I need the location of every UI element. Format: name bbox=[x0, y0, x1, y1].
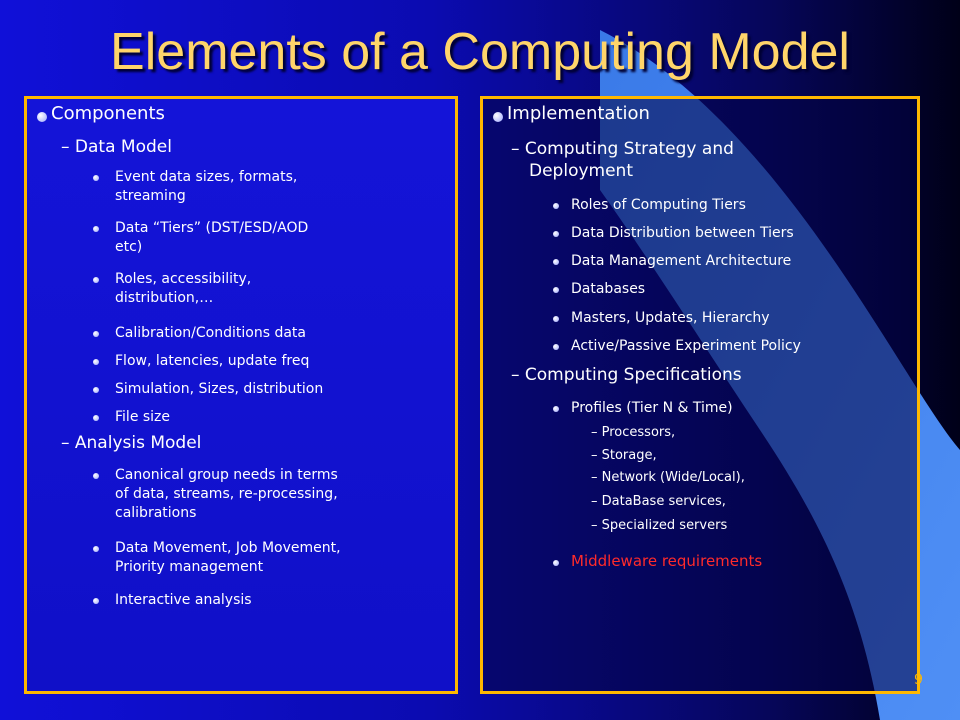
sub-list-item: – Network (Wide/Local), bbox=[591, 470, 745, 485]
sub-list-item: – Specialized servers bbox=[591, 518, 728, 533]
list-item-line: Masters, Updates, Hierarchy bbox=[571, 310, 770, 326]
analysis-model-label: – Analysis Model bbox=[61, 433, 202, 453]
middleware-requirements-item: Middleware requirements bbox=[571, 552, 763, 570]
bullet-icon bbox=[93, 331, 99, 337]
page-number: 9 bbox=[914, 672, 923, 688]
sub-list-item: – Processors, bbox=[591, 425, 676, 440]
bullet-icon bbox=[493, 112, 503, 122]
components-panel bbox=[24, 96, 458, 694]
bullet-icon bbox=[93, 387, 99, 393]
bullet-icon bbox=[93, 226, 99, 232]
computing-strategy-label: – Computing Strategy and bbox=[511, 139, 734, 159]
list-item-line: File size bbox=[115, 409, 171, 425]
bullet-icon bbox=[93, 359, 99, 365]
list-item-line: Interactive analysis bbox=[115, 592, 252, 608]
list-item-line: Simulation, Sizes, distribution bbox=[115, 381, 324, 397]
computing-strategy-label: Deployment bbox=[529, 161, 633, 181]
bullet-icon bbox=[93, 473, 99, 479]
bullet-icon bbox=[553, 259, 559, 265]
list-item-line: Data “Tiers” (DST/ESD/AOD bbox=[115, 220, 309, 236]
list-item-line: Data Movement, Job Movement, bbox=[115, 540, 341, 556]
slide-title: Elements of a Computing Model bbox=[110, 23, 850, 81]
list-item-line: streaming bbox=[115, 188, 186, 204]
list-item-line: Profiles (Tier N & Time) bbox=[571, 400, 733, 416]
bullet-icon bbox=[553, 316, 559, 322]
list-item-line: Data Management Architecture bbox=[571, 253, 792, 269]
data-model-label: – Data Model bbox=[61, 137, 172, 157]
bullet-icon bbox=[37, 112, 47, 122]
bullet-icon bbox=[93, 175, 99, 181]
list-item-line: Flow, latencies, update freq bbox=[115, 353, 310, 369]
list-item-line: Databases bbox=[571, 281, 646, 297]
bullet-icon bbox=[553, 344, 559, 350]
list-item-line: Data Distribution between Tiers bbox=[571, 225, 794, 241]
list-item-line: of data, streams, re-processing, bbox=[115, 486, 338, 502]
bullet-icon bbox=[93, 277, 99, 283]
list-item-line: Roles, accessibility, bbox=[115, 271, 252, 287]
implementation-panel bbox=[480, 96, 920, 694]
implementation-heading: Implementation bbox=[507, 103, 650, 124]
list-item-line: Priority management bbox=[115, 559, 264, 575]
list-item-line: Active/Passive Experiment Policy bbox=[571, 338, 801, 354]
list-item-line: distribution,… bbox=[115, 290, 214, 306]
bullet-icon bbox=[553, 231, 559, 237]
bullet-icon bbox=[93, 546, 99, 552]
list-item-line: Event data sizes, formats, bbox=[115, 169, 298, 185]
list-item-line: etc) bbox=[115, 239, 143, 255]
bullet-icon bbox=[553, 406, 559, 412]
bullet-icon bbox=[93, 598, 99, 604]
list-item-line: Calibration/Conditions data bbox=[115, 325, 306, 341]
computing-specifications-label: – Computing Specifications bbox=[511, 365, 742, 385]
list-item-line: calibrations bbox=[115, 505, 197, 521]
list-item-line: Roles of Computing Tiers bbox=[571, 197, 746, 213]
bullet-icon bbox=[93, 415, 99, 421]
bullet-icon bbox=[553, 287, 559, 293]
list-item-line: Canonical group needs in terms bbox=[115, 467, 338, 483]
sub-list-item: – Storage, bbox=[591, 448, 657, 463]
bullet-icon bbox=[553, 560, 559, 566]
components-heading: Components bbox=[51, 103, 165, 124]
bullet-icon bbox=[553, 203, 559, 209]
sub-list-item: – DataBase services, bbox=[591, 494, 726, 509]
